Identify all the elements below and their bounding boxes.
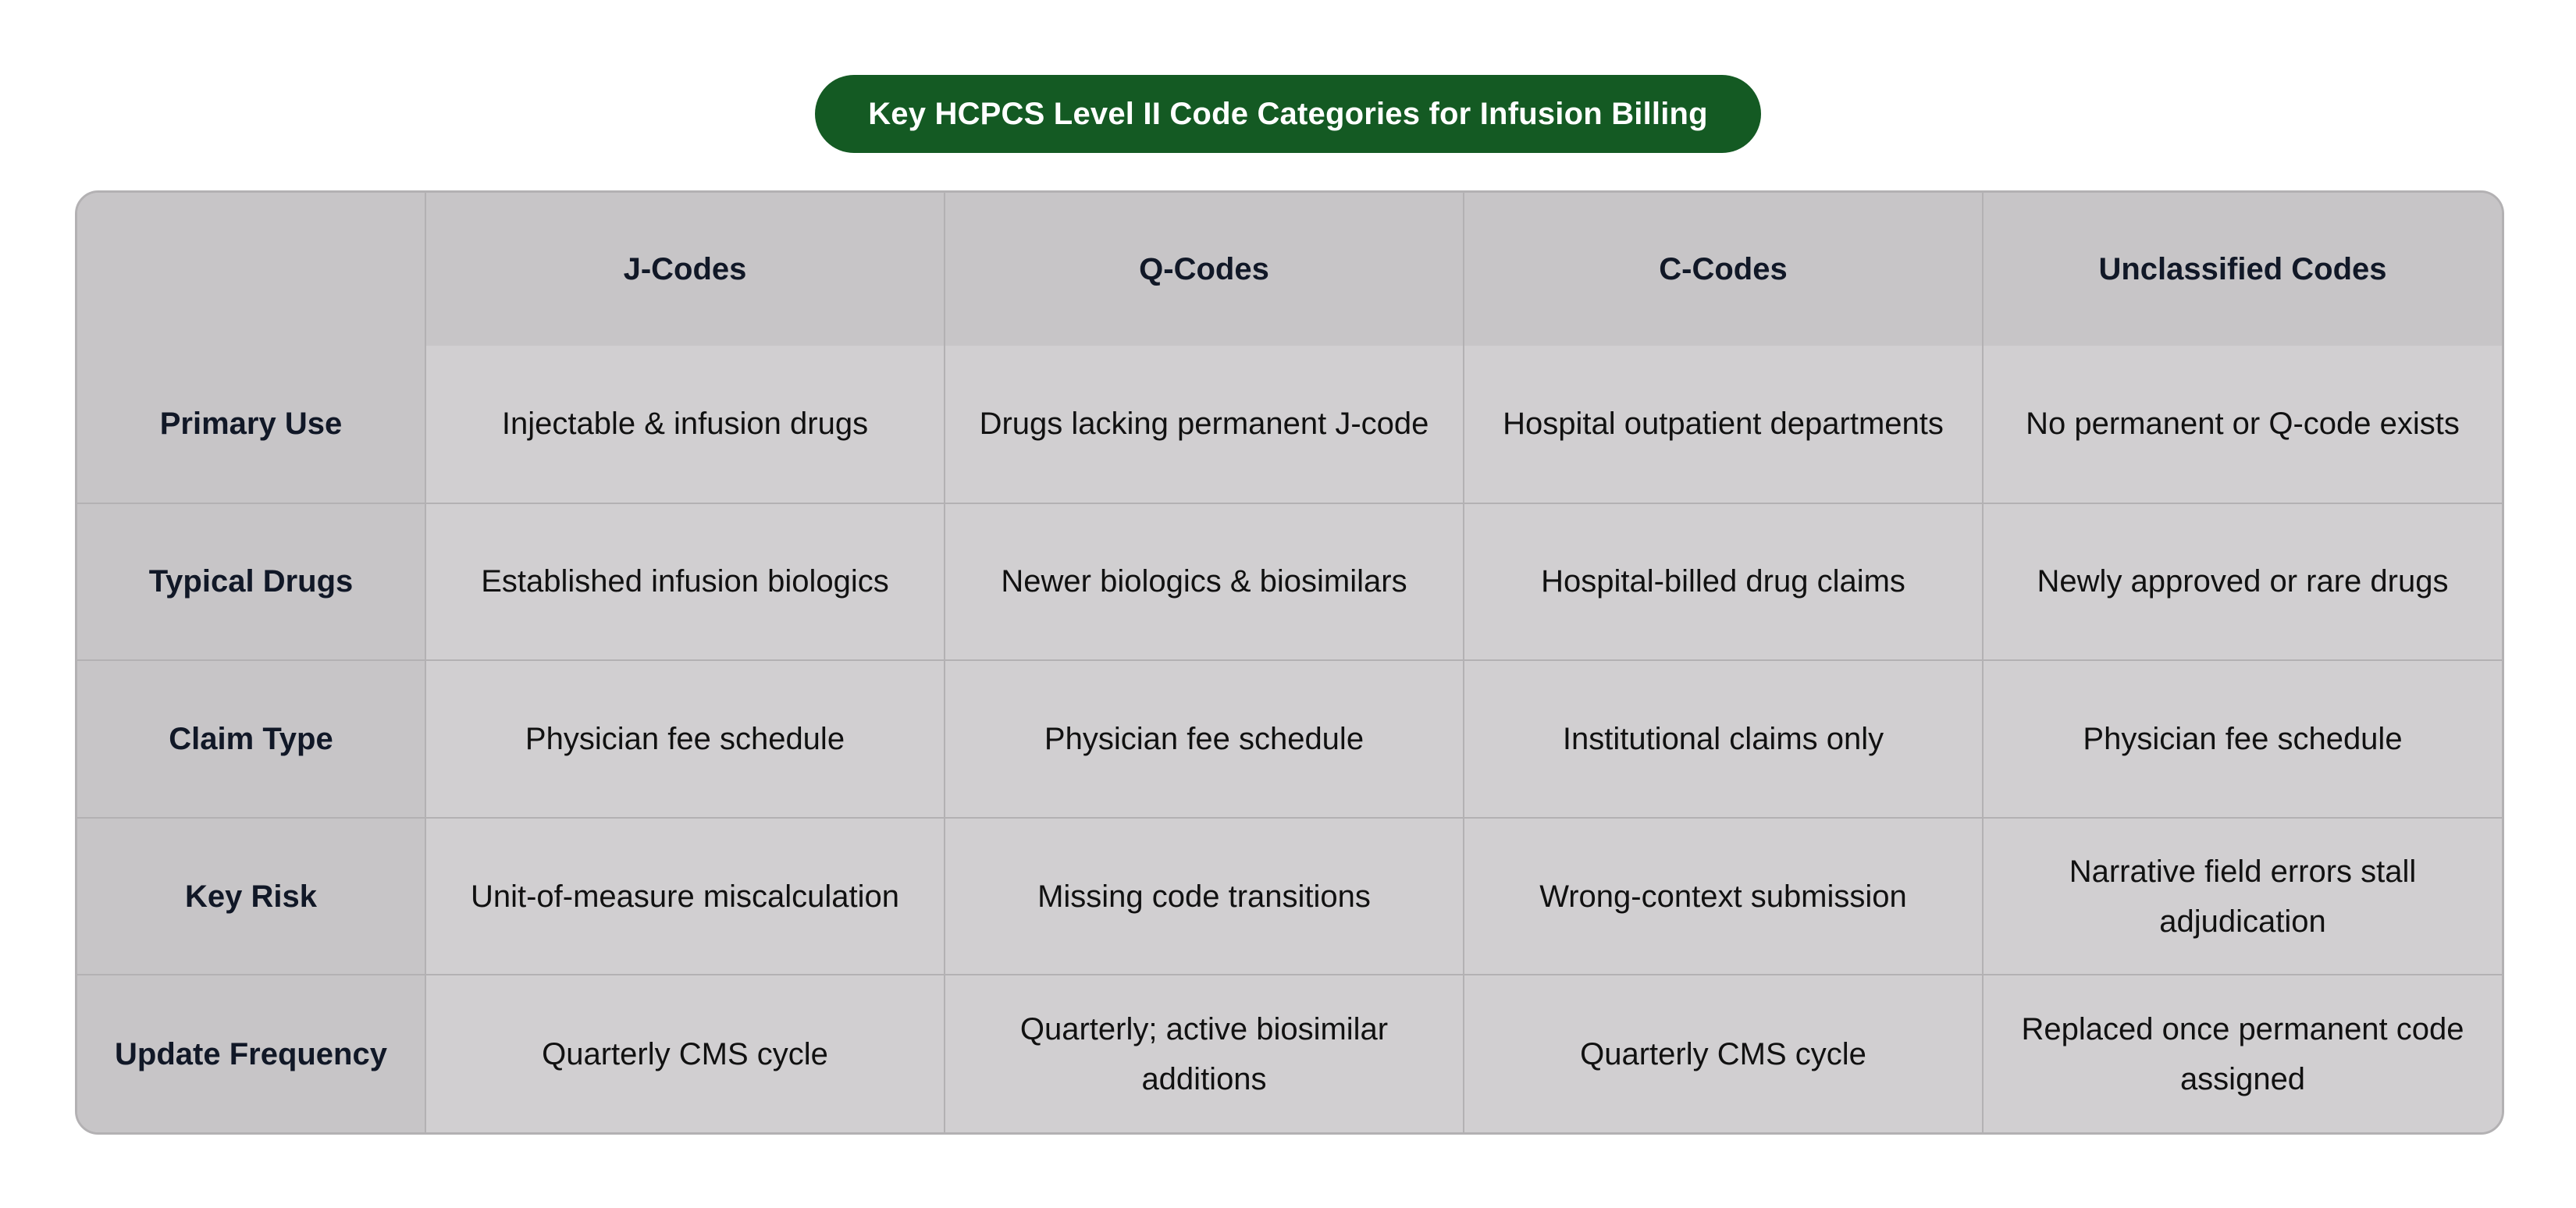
table-cell: Quarterly; active biosimilar additions (945, 975, 1464, 1132)
row-header: Update Frequency (77, 975, 425, 1132)
table-cell: Injectable & infusion drugs (425, 346, 945, 503)
comparison-table (75, 190, 2504, 1135)
table-cell: Newly approved or rare drugs (1983, 503, 2502, 661)
row-header: Typical Drugs (77, 503, 425, 661)
table-row-update-frequency (77, 975, 2502, 1132)
column-header-q-codes: Q-Codes (945, 193, 1464, 346)
table-cell: Established infusion biologics (425, 503, 945, 661)
table-cell: Physician fee schedule (945, 660, 1464, 818)
table-cell: Institutional claims only (1464, 660, 1983, 818)
row-header: Key Risk (77, 818, 425, 975)
table-cell: Physician fee schedule (1983, 660, 2502, 818)
table-cell: Drugs lacking permanent J-code (945, 346, 1464, 503)
table-cell: Quarterly CMS cycle (425, 975, 945, 1132)
table-cell: Newer biologics & biosimilars (945, 503, 1464, 661)
table-cell: Quarterly CMS cycle (1464, 975, 1983, 1132)
table-row-primary-use (77, 346, 2502, 503)
row-header: Primary Use (77, 346, 425, 503)
table-cell: Narrative field errors stall adjudication (1983, 818, 2502, 975)
table-cell: Missing code transitions (945, 818, 1464, 975)
table-row-claim-type (77, 660, 2502, 818)
row-header: Claim Type (77, 660, 425, 818)
table-cell: Unit-of-measure miscalculation (425, 818, 945, 975)
table-cell: Wrong-context submission (1464, 818, 1983, 975)
table-cell: No permanent or Q-code exists (1983, 346, 2502, 503)
column-header-j-codes: J-Codes (425, 193, 945, 346)
page-title: Key HCPCS Level II Code Categories for Infusion Billing (815, 75, 1761, 153)
table-header-row (77, 193, 2502, 346)
table-cell: Hospital-billed drug claims (1464, 503, 1983, 661)
column-header-c-codes: C-Codes (1464, 193, 1983, 346)
column-header-unclassified-codes: Unclassified Codes (1983, 193, 2502, 346)
corner-cell (77, 193, 425, 346)
table-row-typical-drugs (77, 503, 2502, 661)
table-cell: Physician fee schedule (425, 660, 945, 818)
table-cell: Hospital outpatient departments (1464, 346, 1983, 503)
table-row-key-risk (77, 818, 2502, 975)
table-cell: Replaced once permanent code assigned (1983, 975, 2502, 1132)
